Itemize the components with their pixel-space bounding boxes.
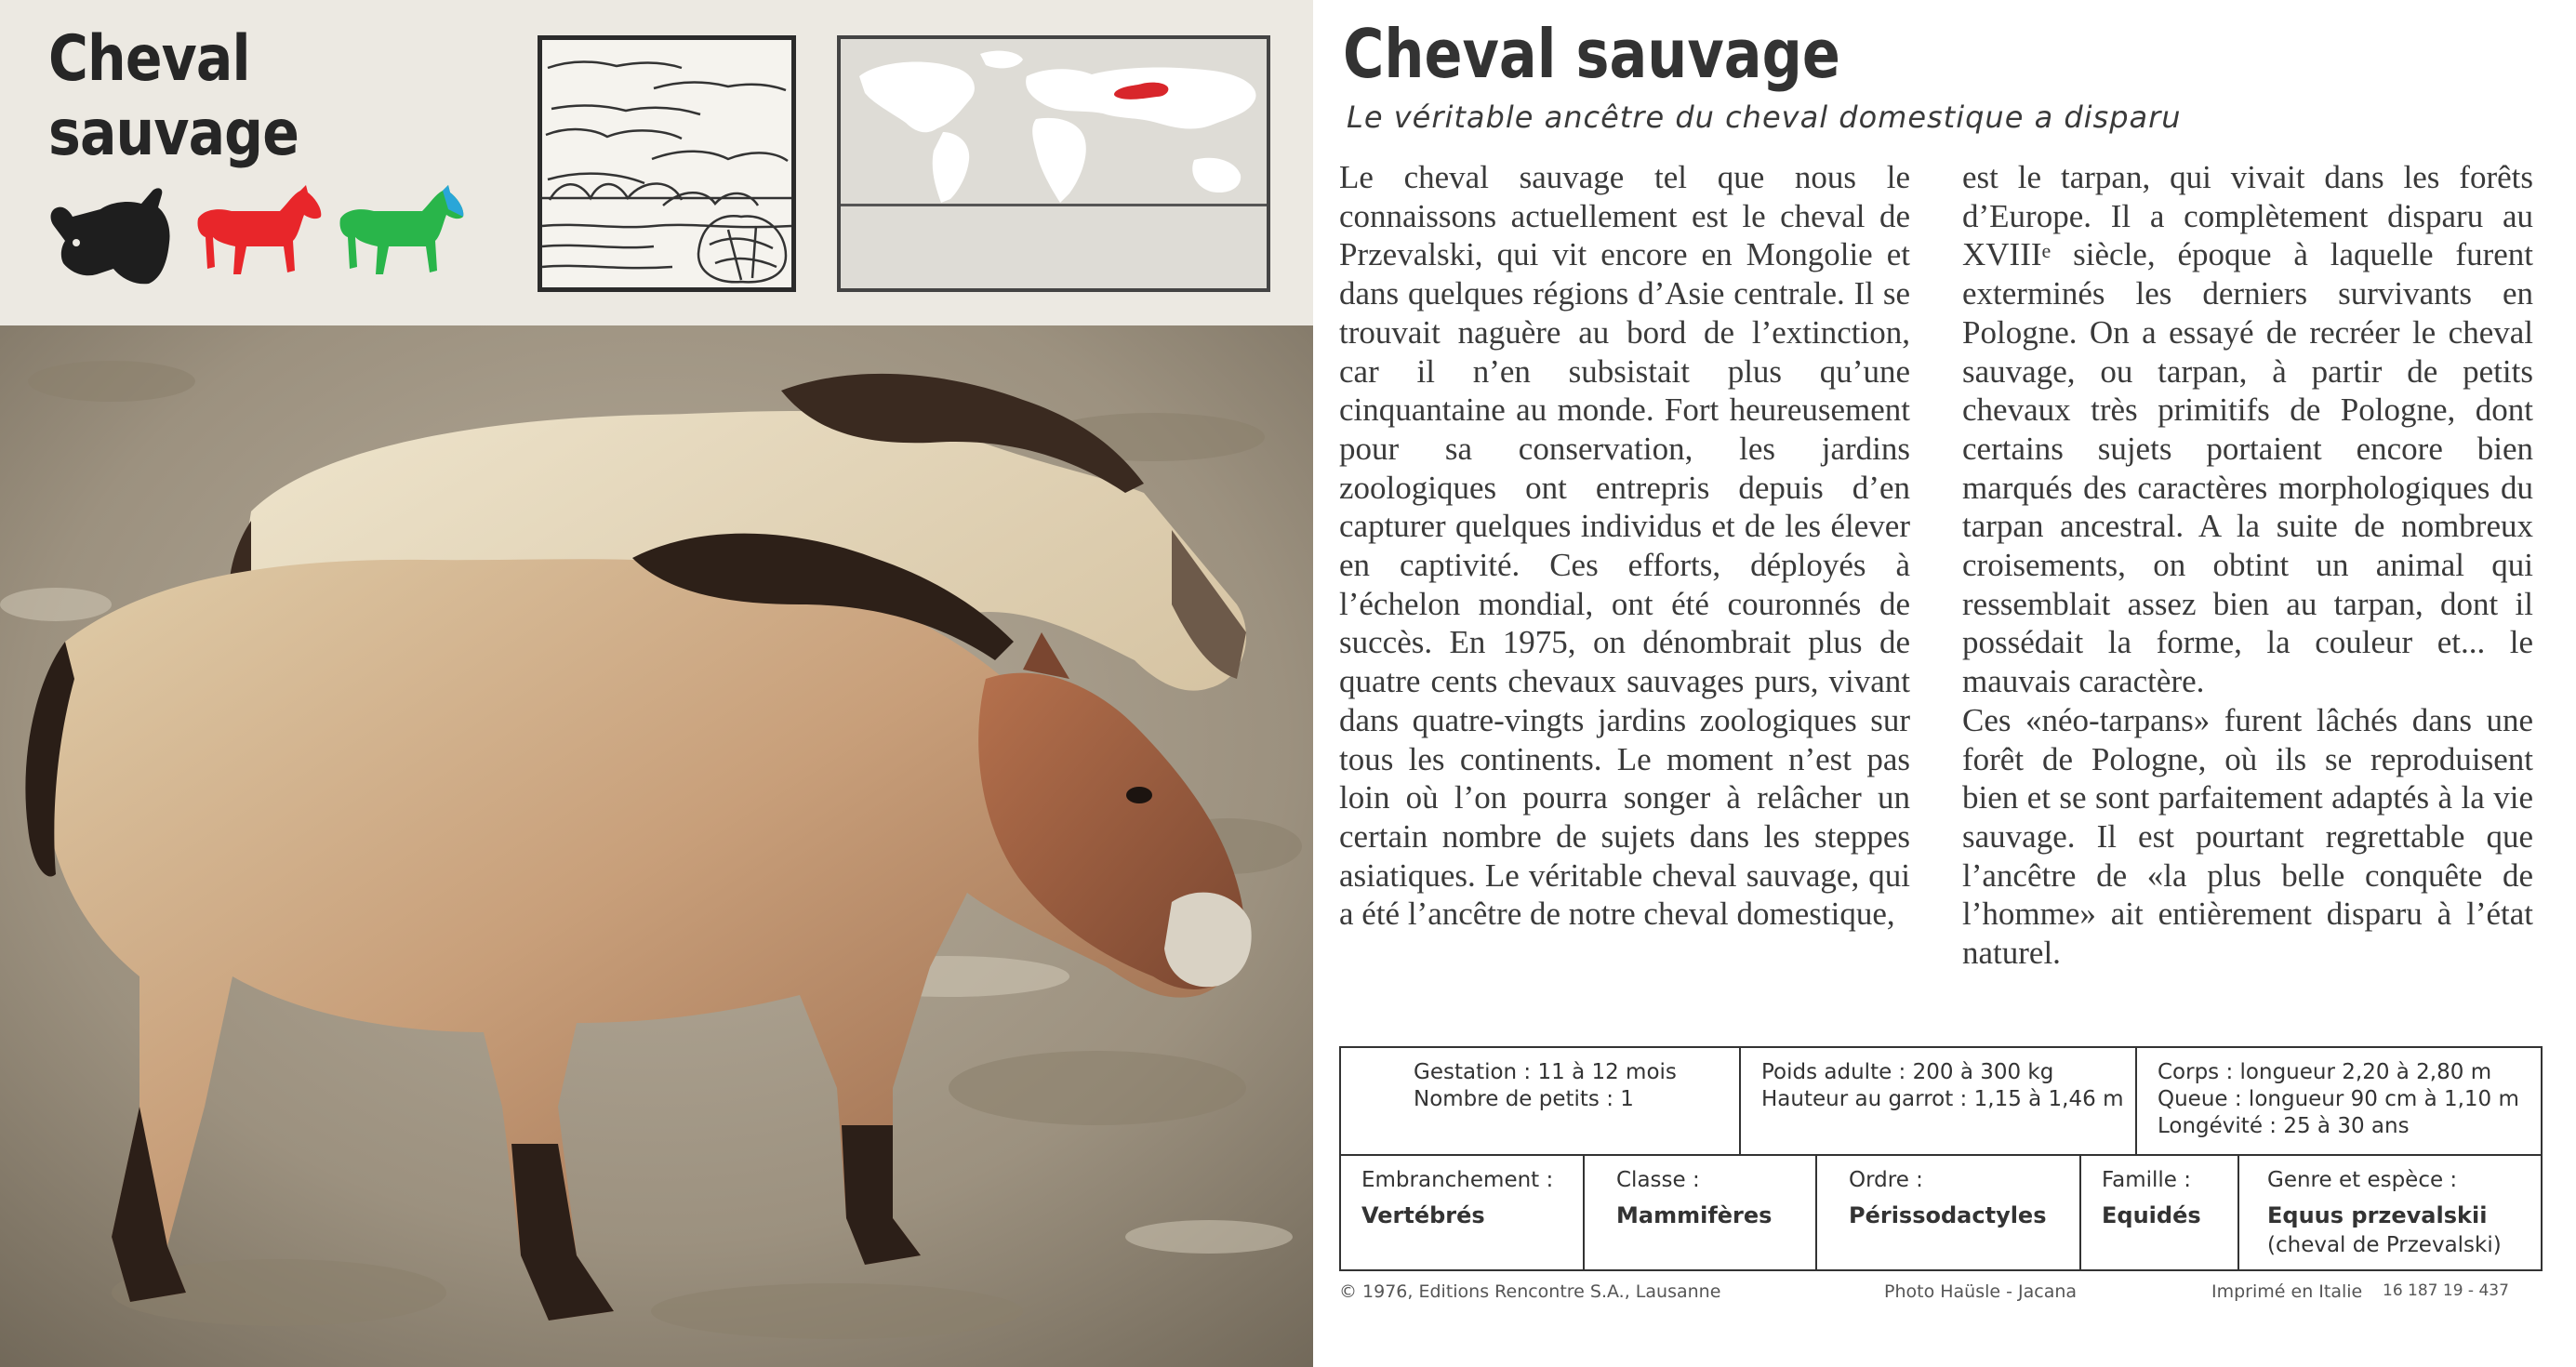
body-length-text: Corps : longueur 2,20 à 2,80 m <box>2158 1060 2492 1084</box>
taxonomy-label: Classe : <box>1616 1168 1700 1192</box>
taxonomy-value: Vertébrés <box>1361 1202 1485 1228</box>
text-column-1: Le cheval sauvage tel que nous le connaissons actuellement est le cheval de Przevalski, qui vit encore en Mongolie et dans quelques régions d’Asie centrale. Il se trouvait naguère au bord de l’extinction, car il n’en subsistait plus qu’une cinquantaine au monde. Fort heureusement pour sa conservation, les jardins zoologiques ont entrepris depuis d’en capturer quelques individus et de les élever en captivité. Ces efforts, déployés à l’échelon mondial, ont été couronnés de succès. En 1975, on dénombrait plus de quatre cents chevaux sauvages purs, vivant dans quatre-vingts jardins zoologiques sur tous les continents. Le moment n’est pas loin où l’on pourra songer à relâcher un certain nombre de sujets dans les steppes asiatiques. Le véritable cheval sauvage, qui a été l’ancêtre de notre cheval domestique, <box>1339 159 1910 933</box>
card-header <box>0 0 1313 325</box>
taxonomy-value: Equus przevalskii <box>2267 1202 2488 1228</box>
taxonomy-ordre <box>1815 1156 2079 1269</box>
card-title: Cheval sauvage <box>48 22 299 170</box>
century-superscript: e <box>2041 239 2052 263</box>
height-text: Hauteur au garrot : 1,15 à 1,46 m <box>1761 1087 2124 1111</box>
card-footer <box>1339 1281 2543 1309</box>
red-horse-icon <box>191 181 325 288</box>
facts-cell-size <box>1739 1048 2135 1154</box>
weight-text: Poids adulte : 200 à 300 kg <box>1761 1060 2054 1084</box>
taxonomy-classe <box>1583 1156 1815 1269</box>
horse-photo <box>0 325 1313 1367</box>
taxonomy-label: Embranchement : <box>1361 1168 1554 1192</box>
text-column-2 <box>1962 158 2533 973</box>
gestation-text: Gestation : 11 à 12 mois <box>1414 1060 1677 1084</box>
taxonomy-value: Mammifères <box>1616 1202 1773 1228</box>
taxonomy-embranchement <box>1341 1156 1583 1269</box>
green-horse-icon <box>333 181 468 288</box>
taxonomy-label: Ordre : <box>1849 1168 1923 1192</box>
habitat-illustration <box>538 35 796 292</box>
facts-cell-reproduction <box>1341 1048 1739 1154</box>
photo-credit: Photo Haüsle - Jacana <box>1884 1281 2078 1302</box>
map-divider <box>841 204 1267 206</box>
taxonomy-label: Famille : <box>2102 1168 2191 1192</box>
printed-in: Imprimé en Italie <box>2211 1281 2363 1302</box>
taxonomy-common-name: (cheval de Przevalski) <box>2267 1233 2502 1257</box>
text-column-2-part-a: est le tarpan, qui vivait dans les forêts d’Europe. Il a complètement disparu au XVIII <box>1962 159 2533 273</box>
text-column-2-part-c: Ces «néo-tarpans» furent lâchés dans une forêt de Pologne, où ils se reproduisent bien et se sont parfaitement adaptés à la vie sauvage. Il est pourtant regrettable que l’ancêtre de «la plus belle conquête de l’homme» ait entièrement disparu à l’état naturel. <box>1962 701 2533 972</box>
right-card <box>1313 0 2576 1367</box>
taxonomy-famille <box>2079 1156 2237 1269</box>
litter-size-text: Nombre de petits : 1 <box>1414 1087 1634 1111</box>
taxonomy-row <box>1341 1156 2541 1269</box>
world-map <box>841 39 1267 203</box>
facts-table <box>1339 1046 2543 1271</box>
copyright-text: © 1976, Editions Rencontre S.A., Lausanne <box>1339 1281 1721 1302</box>
taxonomy-genre-espece <box>2237 1156 2543 1269</box>
longevity-text: Longévité : 25 à 30 ans <box>2158 1114 2410 1138</box>
taxonomy-value: Equidés <box>2102 1202 2201 1228</box>
article-subtitle: Le véritable ancêtre du cheval domestique a disparu <box>1347 100 2182 135</box>
card-code: 16 187 19 - 437 <box>2383 1281 2509 1300</box>
facts-row-1 <box>1341 1048 2541 1156</box>
facts-cell-body <box>2135 1048 2543 1154</box>
habitat-drawing <box>542 40 791 287</box>
distribution-map <box>837 35 1270 292</box>
article-title: Cheval sauvage <box>1343 15 1840 93</box>
tail-length-text: Queue : longueur 90 cm à 1,10 m <box>2158 1087 2519 1111</box>
taxonomy-label: Genre et espèce : <box>2267 1168 2458 1192</box>
ox-head-icon <box>45 181 175 288</box>
text-column-2-part-b: siècle, époque à laquelle furent exterminés les derniers survivants en Pologne. On a essayé de recréer le cheval sauvage, ou tarpan, à partir de petits chevaux très primitifs de Pologne, dont certains sujets portaient encore bien marqués des caractères morphologiques du tarpan ancestral. A la suite de nombreux croisements, on obtint un animal qui ressemblait assez bien au tarpan, dont il possédait la forme, la couleur et... le mauvais caractère. <box>1962 236 2533 700</box>
taxonomy-value: Périssodactyles <box>1849 1202 2047 1228</box>
